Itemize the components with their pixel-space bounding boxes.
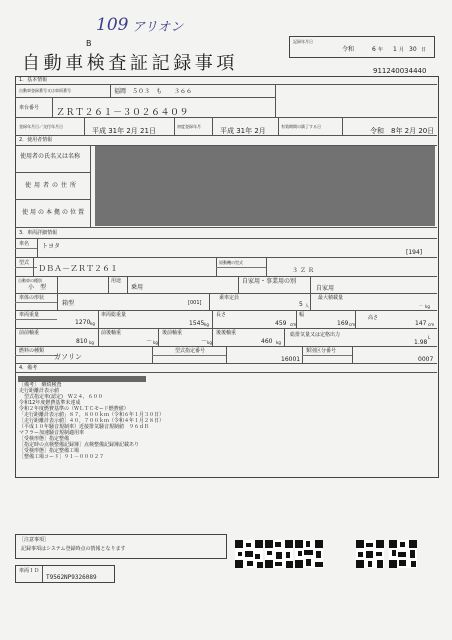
rear-front-axle-value: － [201,338,208,345]
front-rear-axle-value: － [146,338,153,345]
rear-front-axle-unit: kg [207,340,212,345]
max-load-label: 最大積載量 [318,295,344,301]
remark-line: ［受検形態］指定整備工場 [19,448,80,454]
class-number-label: 類別区分番号 [306,348,337,354]
qr-code-4 [356,540,384,568]
notes-text: 記録事項はシステム登録時点の情報となります [21,546,126,552]
max-load-unit: kg [425,304,430,309]
use-label: 用途 [111,278,122,284]
model-value: ＤＢＡ－ＺＲＴ２６１ [38,264,118,273]
shape-code: [001] [188,300,202,306]
front-rear-axle-label: 前後軸重 [101,330,122,336]
vehicle-id-value: T9562NP9326089 [46,574,97,581]
qr-code-5 [389,540,417,568]
use-value: 乗用 [131,284,144,291]
vehicle-id-box [15,565,115,583]
fuel-label: 燃料の種類 [19,348,45,354]
maker-label: 車名 [19,241,30,247]
rear-rear-axle-value: 460 [261,338,273,345]
remark-line: ［備考］ 継続検査 [19,382,62,388]
height-value: 147 [415,320,427,327]
registration-date-day-unit: 日 [421,47,427,53]
reg-date-value: 平成 31年 2月 21日 [92,127,156,135]
expiry-value: 令和 8年 2月 20日 [370,127,435,135]
vehicle-id-label: 車両ＩＤ [19,568,40,574]
sec3-title: 3．車両詳細情報 [19,230,58,236]
registration-date-label: 記録年月日 [293,39,313,44]
rear-front-axle-label: 後前軸重 [162,330,183,336]
remark-line: 走行距離計表示値 [19,388,60,394]
registration-date-month-unit: 月 [399,47,405,53]
remark-line: ［走行距離計表示値］４０，７００ｋｍ（令和４年１月２８日） [19,418,165,424]
length-unit: cm [290,322,297,327]
shape-value: 箱型 [62,300,75,307]
vin-value: ＺＲＴ２６１－３０２６４０９ [56,108,190,118]
weight-unit: kg [90,321,95,326]
notes-title: ［注意事項］ [19,537,50,543]
redacted-user-info [95,146,435,226]
capacity-label: 乗車定員 [219,295,240,301]
length-label: 長さ [216,312,227,318]
base-location-label: 使用の本拠の位置 [22,209,87,216]
maker-code: [194] [406,249,423,256]
type-number-value: 16001 [281,356,301,363]
maker-value: トヨタ [42,243,61,250]
remark-line: マフラー加速騒音規制適用車 [19,430,85,436]
expiry-label: 有効期間の満了する日 [281,124,321,129]
width-label: 幅 [299,312,305,318]
qr-code-1 [235,540,263,568]
sec2-title: 2．使用者情報 [19,137,53,143]
registration-date-year-unit: 年 [378,47,384,53]
displacement-unit: L [428,335,431,340]
gross-weight-label: 車両総重量 [101,312,127,318]
remark-line: 令和２年度燃費基準の（ＷＬＴＣモード燃費値） [19,406,129,412]
remark-line: ［指定時の点検整備記録簿］点検整備記録簿記載あり [19,442,140,448]
handwritten-number: 109 [96,15,129,35]
remark-line: 型式指定車(認定) Ｗ２４，６００ [19,394,103,400]
remark-line: （平成１０年騒音規制車）近接排気騒音規制値 ９６ｄＢ [19,424,150,430]
registration-date-year: 6 [372,46,376,53]
rear-rear-axle-unit: kg [276,340,281,345]
remark-line: 「走行距離計表示値」８７，８００ｋｍ（令和６年１月３０日） [19,412,165,418]
max-load-value: － [419,303,423,308]
width-value: 169 [337,320,349,327]
displacement-label: 総排気量又は定格出力 [290,332,341,338]
doc-title: 自動車検査証記録事項 [22,53,238,74]
type-number-label: 型式指定番号 [175,348,206,354]
front-front-axle-unit: kg [89,340,94,345]
reg-date-label: 登録年月日／交付年月日 [19,124,63,129]
qr-code-3 [295,540,323,568]
front-rear-axle-unit: kg [153,340,158,345]
height-unit: cm [428,322,435,327]
purpose-label: 自家用・事業用の別 [242,278,297,285]
registration-date-box [289,36,435,58]
user-name-label: 使用者の氏名又は名称 [20,153,81,160]
remark-line: 令和12年度燃費基準未達成 [19,400,81,406]
weight-label: 車両重量 [19,312,40,318]
user-address-label: 使用者の住所 [25,182,80,189]
vin-label: 車台番号 [19,105,40,111]
reg-number-label: 自動車登録番号又は車両番号 [19,88,71,93]
remark-line: ［整備工場コード］９１－０００２７ [19,454,105,460]
height-label: 高さ [368,315,379,321]
class-number-value: 0007 [418,356,434,363]
category-value: 小 型 [28,284,47,291]
length-value: 459 [275,320,287,327]
sec4-title: 4．備考 [19,365,38,371]
engine-type-value: ３ＺＲ [292,267,317,274]
rear-rear-axle-label: 後後軸重 [216,330,237,336]
engine-type-label: 原動機の型式 [219,260,243,265]
reg-number-value: 福岡 ５０３ も ３６６ [114,88,193,95]
front-front-axle-label: 前前軸重 [19,330,40,336]
first-reg-label: 初度登録年月 [177,124,201,129]
registration-date-day: 30 [409,46,417,53]
remark-line: ［受検形態］指定整備 [19,436,70,442]
sec1-title: 1．基本情報 [19,77,48,83]
capacity-value: 5 [299,301,303,308]
qr-code-2 [265,540,293,568]
registration-date-month: 1 [393,46,397,53]
stamp-b: B [86,39,92,48]
purpose-value: 自家用 [316,285,335,292]
notes-box [15,534,227,559]
shape-label: 車体の形状 [19,295,45,301]
front-front-axle-value: 810 [76,338,88,345]
weight-value: 1270 [75,319,91,326]
doc-number: 911240034440 [373,67,427,75]
model-label: 型式 [19,260,30,266]
gross-weight-value: 1545 [189,320,205,327]
category-label: 自動車の種別 [18,278,42,283]
displacement-value: 1.98 [414,339,428,346]
capacity-unit: 人 [305,303,309,308]
first-reg-value: 平成 31年 2月 [220,127,266,135]
fuel-value: ガソリン [54,353,82,361]
handwritten-name: アリオン [132,20,184,35]
registration-date-era: 令和 [342,46,355,53]
gross-weight-unit: kg [204,322,209,327]
width-unit: cm [349,322,356,327]
